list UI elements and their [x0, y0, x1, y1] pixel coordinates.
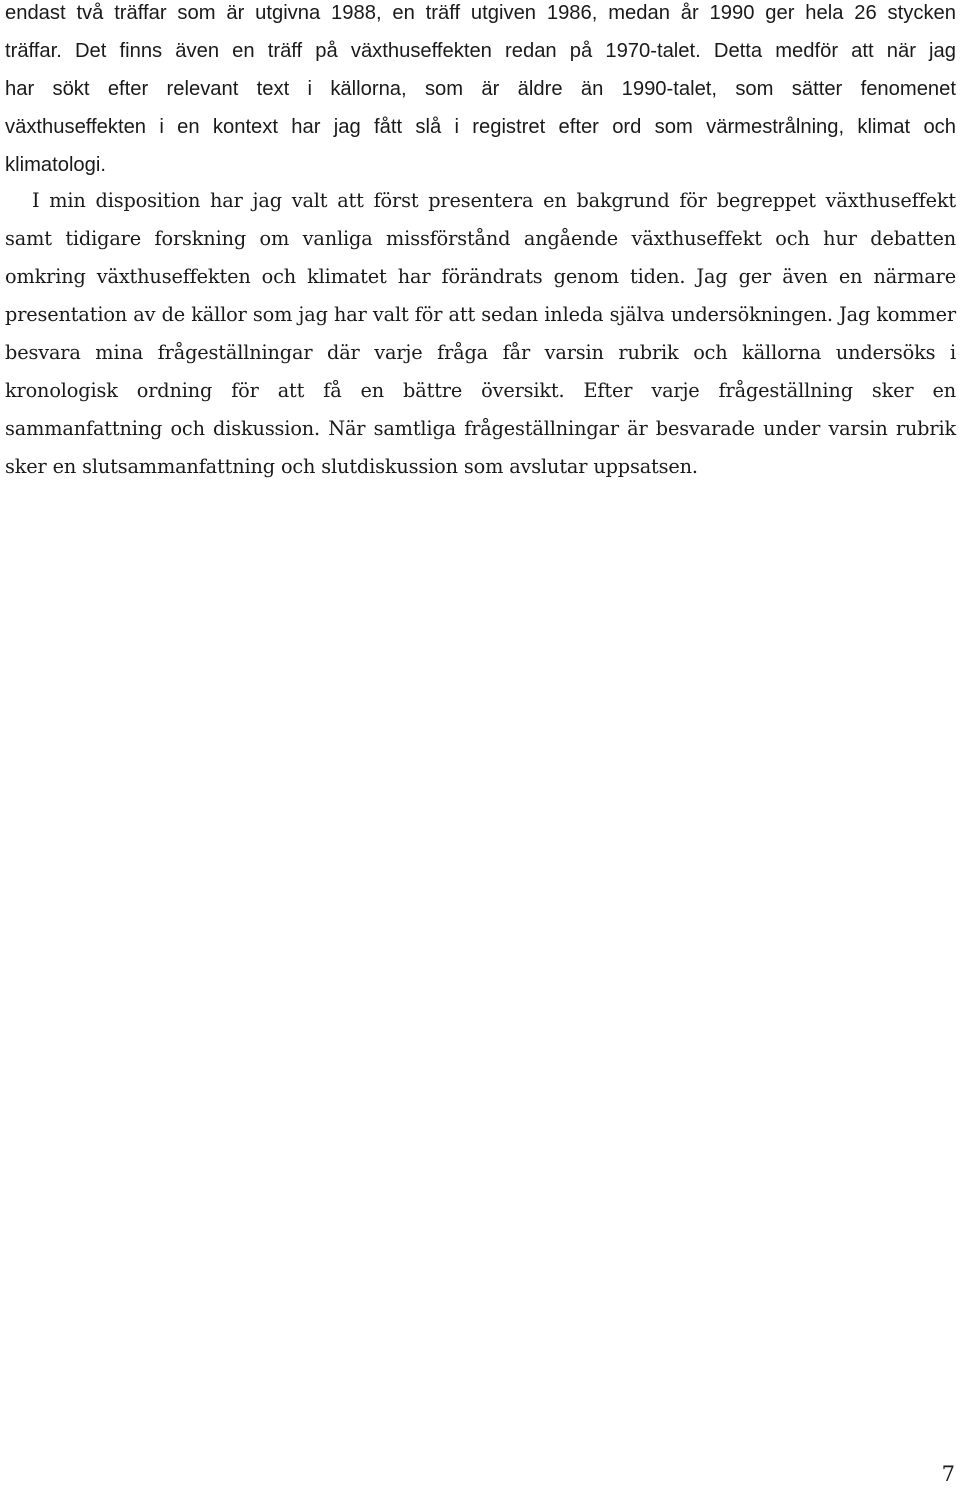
page-number: 7 [941, 1462, 955, 1486]
text-line: växthuseffekten i en kontext har jag fått slå i registret efter ord som värmestrålning, klimat och [5, 116, 956, 138]
paragraph-continuation [5, 0, 956, 184]
text-line: besvara mina frågeställningar där varje fråga får varsin rubrik och källorna undersöks i [5, 341, 956, 364]
text-line: klimatologi. [5, 154, 106, 176]
text-line: I min disposition har jag valt att först presentera en bakgrund för begreppet växthuseffekt [32, 189, 956, 212]
text-line: presentation av de källor som jag har valt för att sedan inleda själva undersökningen. Jag kommer [5, 303, 956, 326]
text-line: endast två träffar som är utgivna 1988, en träff utgiven 1986, medan år 1990 ger hela 26 stycken [5, 2, 956, 24]
text-line: träffar. Det finns även en träff på växthuseffekten redan på 1970-talet. Detta medför att när jag [5, 40, 956, 62]
text-line: sammanfattning och diskussion. När samtliga frågeställningar är besvarade under varsin rubrik [5, 417, 956, 440]
text-line: sker en slutsammanfattning och slutdiskussion som avslutar uppsatsen. [5, 455, 698, 478]
text-line: har sökt efter relevant text i källorna, som är äldre än 1990-talet, som sätter fenomenet [5, 78, 956, 100]
paragraph-disposition [5, 182, 956, 486]
text-line: samt tidigare forskning om vanliga missförstånd angående växthuseffekt och hur debatten [5, 227, 956, 250]
text-line: omkring växthuseffekten och klimatet har förändrats genom tiden. Jag ger även en närmare [5, 265, 956, 288]
text-line: kronologisk ordning för att få en bättre översikt. Efter varje frågeställning sker en [5, 379, 956, 402]
